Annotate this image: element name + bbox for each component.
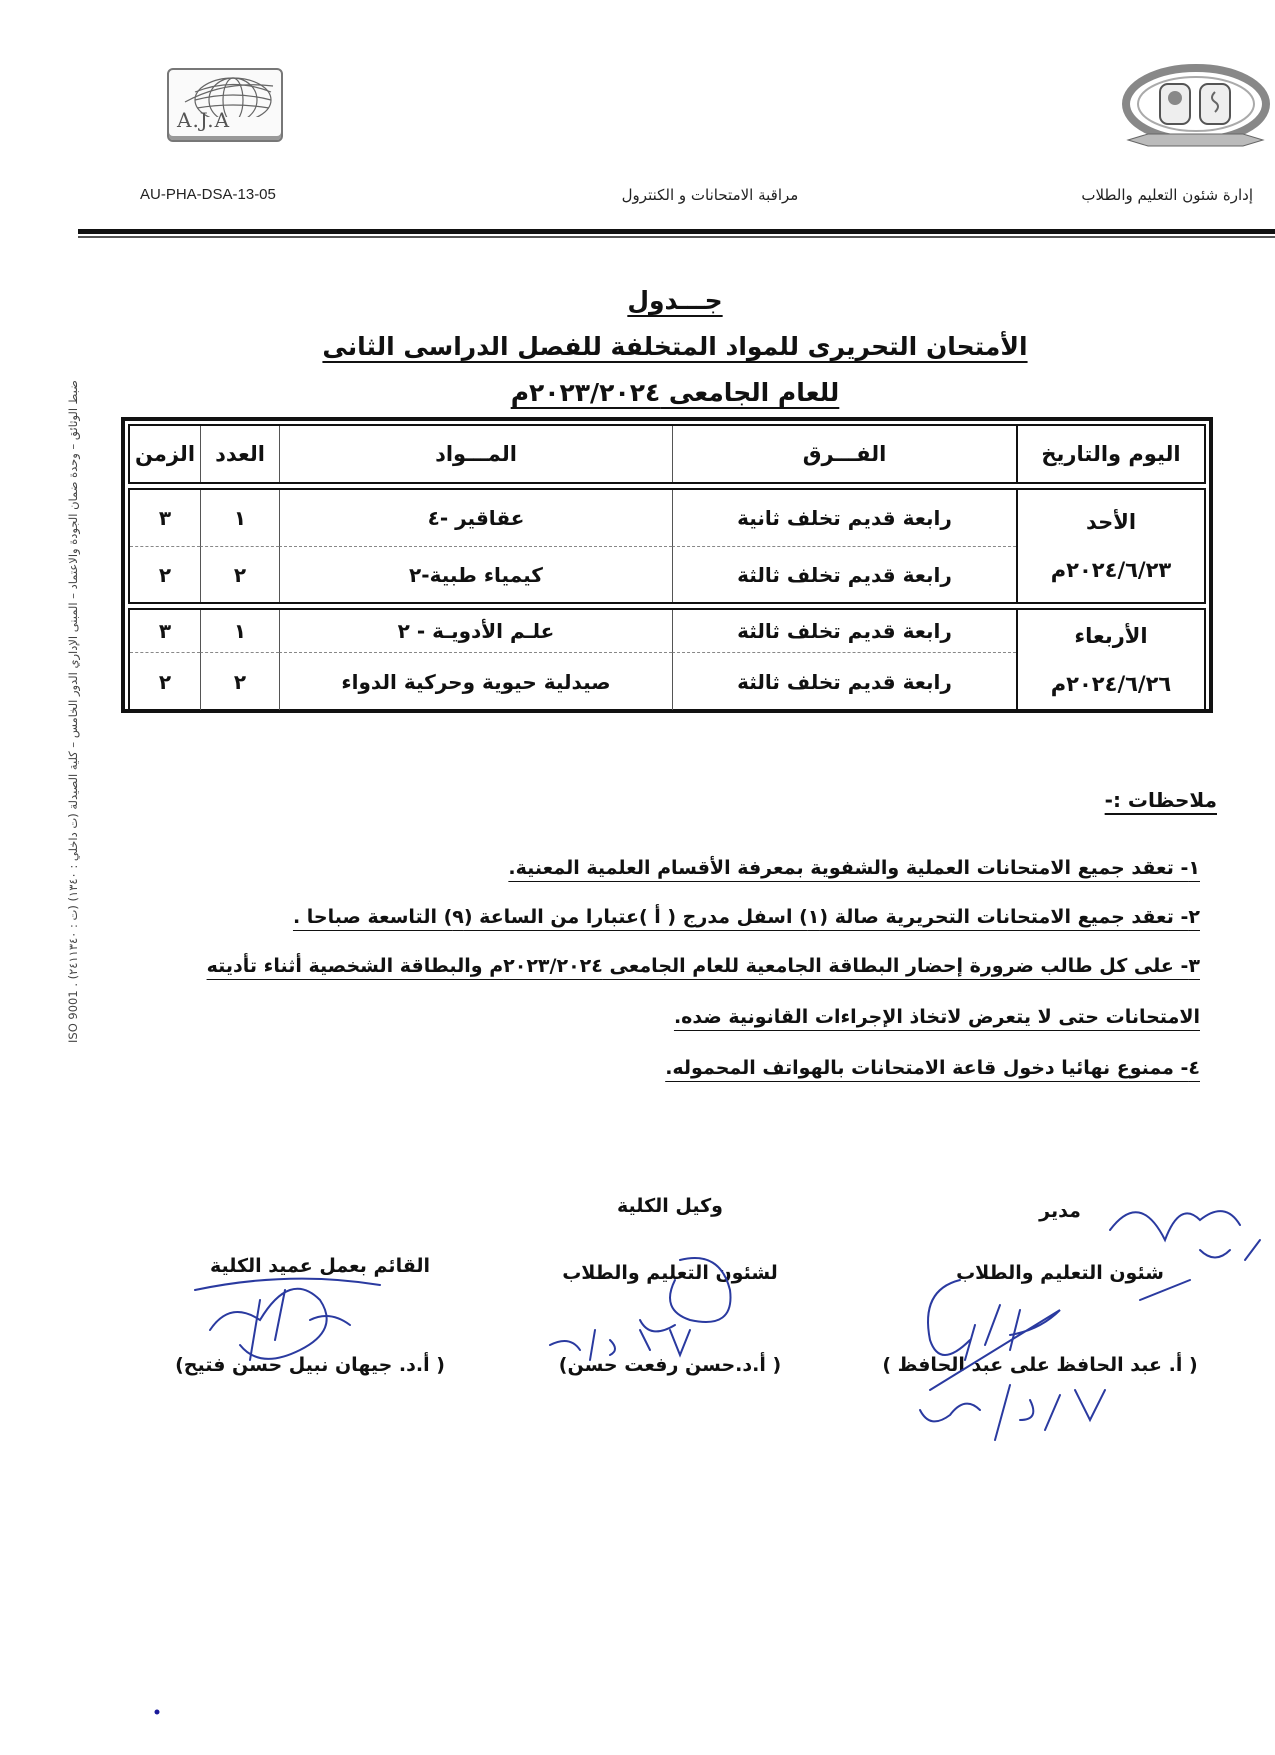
header-class: الفـــرق (672, 426, 1016, 482)
margin-footer-note: ضبط الوثائق – وحدة ضمان الجودة والاعتماد – المبنى الإداري الدور الخامس – كلية الصيدلة (ت داخلي : ١٣٤٠) (ت : ٢٤١١٣٤٠) . ISO 9001 (66, 380, 80, 1043)
signature-name-director: ( أ. عبد الحافظ على عبد الحافظ ) (882, 1354, 1198, 1376)
header-time: الزمن (134, 442, 196, 466)
signature-dept-vice-dean: لشئون التعليم والطلاب (562, 1262, 778, 1284)
subject-cell: كيمياء طبية-٢ (279, 546, 672, 602)
day-name: الأحد (1085, 510, 1137, 534)
aja-logo-text: A.J.A (177, 108, 231, 132)
time-cell: ٢ (130, 546, 200, 602)
signature-title-director: مدير (1039, 1200, 1081, 1222)
class-cell: رابعة قديم تخلف ثانية (672, 490, 1016, 546)
count-cell: ٢ (200, 652, 279, 710)
count-cell: ١ (200, 610, 279, 652)
signature-title-acting-dean: القائم بعمل عميد الكلية (209, 1255, 431, 1277)
exam-date: ٢٠٢٤/٦/٢٣م (1050, 558, 1172, 582)
title-line-1: جـــدول (627, 286, 723, 315)
note-item-1: ١- تعقد جميع الامتحانات العملية والشفوية بمعرفة الأقسام العلمية المعنية. (508, 857, 1200, 879)
class-cell: رابعة قديم تخلف ثالثة (672, 610, 1016, 652)
time-cell: ٢ (130, 652, 200, 710)
count-cell: ٢ (200, 546, 279, 602)
subject-cell: صيدلية حيوية وحركية الدواء (279, 652, 672, 710)
title-line-3: للعام الجامعى ٢٠٢٣/٢٠٢٤م (510, 378, 840, 407)
count-cell: ١ (200, 490, 279, 546)
time-cell: ٣ (158, 506, 172, 530)
class-cell: رابعة قديم تخلف ثالثة (672, 652, 1016, 710)
header-day-date: اليوم والتاريخ (1016, 426, 1204, 482)
note-item-3-continued: الامتحانات حتى لا يتعرض لاتخاذ الإجراءات القانونية ضده. (673, 1006, 1200, 1028)
document-code: AU-PHA-DSA-13-05 (140, 186, 276, 203)
note-item-3: ٣- على كل طالب ضرورة إحضار البطاقة الجامعية للعام الجامعى ٢٠٢٣/٢٠٢٤م والبطاقة الشخصية أثناء تأديته (206, 955, 1200, 977)
title-line-2: الأمتحان التحريرى للمواد المتخلفة للفصل الدراسى الثانى (322, 332, 1028, 361)
signature-title-vice-dean: وكيل الكلية (617, 1195, 723, 1217)
note-item-2: ٢- تعقد جميع الامتحانات التحريرية صالة (١) اسفل مدرج ( أ )عتبارا من الساعة (٩) التاسعة صباحا . (292, 906, 1200, 928)
signature-name-vice-dean: ( أ.د.حسن رفعت حسن) (558, 1354, 782, 1376)
subject-cell: علـم الأدويـة - ٢ (279, 610, 672, 652)
header-subject: المـــواد (279, 426, 672, 482)
header-count: العدد (200, 426, 279, 482)
day-name: الأربعاء (1074, 624, 1148, 648)
exam-date: ٢٠٢٤/٦/٢٦م (1050, 672, 1172, 696)
time-cell: ٣ (158, 619, 172, 643)
notes-heading: ملاحظات :- (1104, 788, 1217, 812)
signature-dept-director: شئون التعليم والطلاب (956, 1262, 1164, 1284)
department-education-affairs: إدارة شئون التعليم والطلاب (1081, 186, 1253, 204)
subject-cell: عقاقير -٤ (279, 490, 672, 546)
class-cell: رابعة قديم تخلف ثالثة (672, 546, 1016, 602)
department-exams-control: مراقبة الامتحانات و الكنترول (621, 186, 799, 204)
note-item-4: ٤- ممنوع نهائيا دخول قاعة الامتحانات بالهواتف المحموله. (665, 1057, 1200, 1079)
signature-name-acting-dean: ( أ.د. جيهان نبيل حسن فتيح) (175, 1354, 445, 1376)
